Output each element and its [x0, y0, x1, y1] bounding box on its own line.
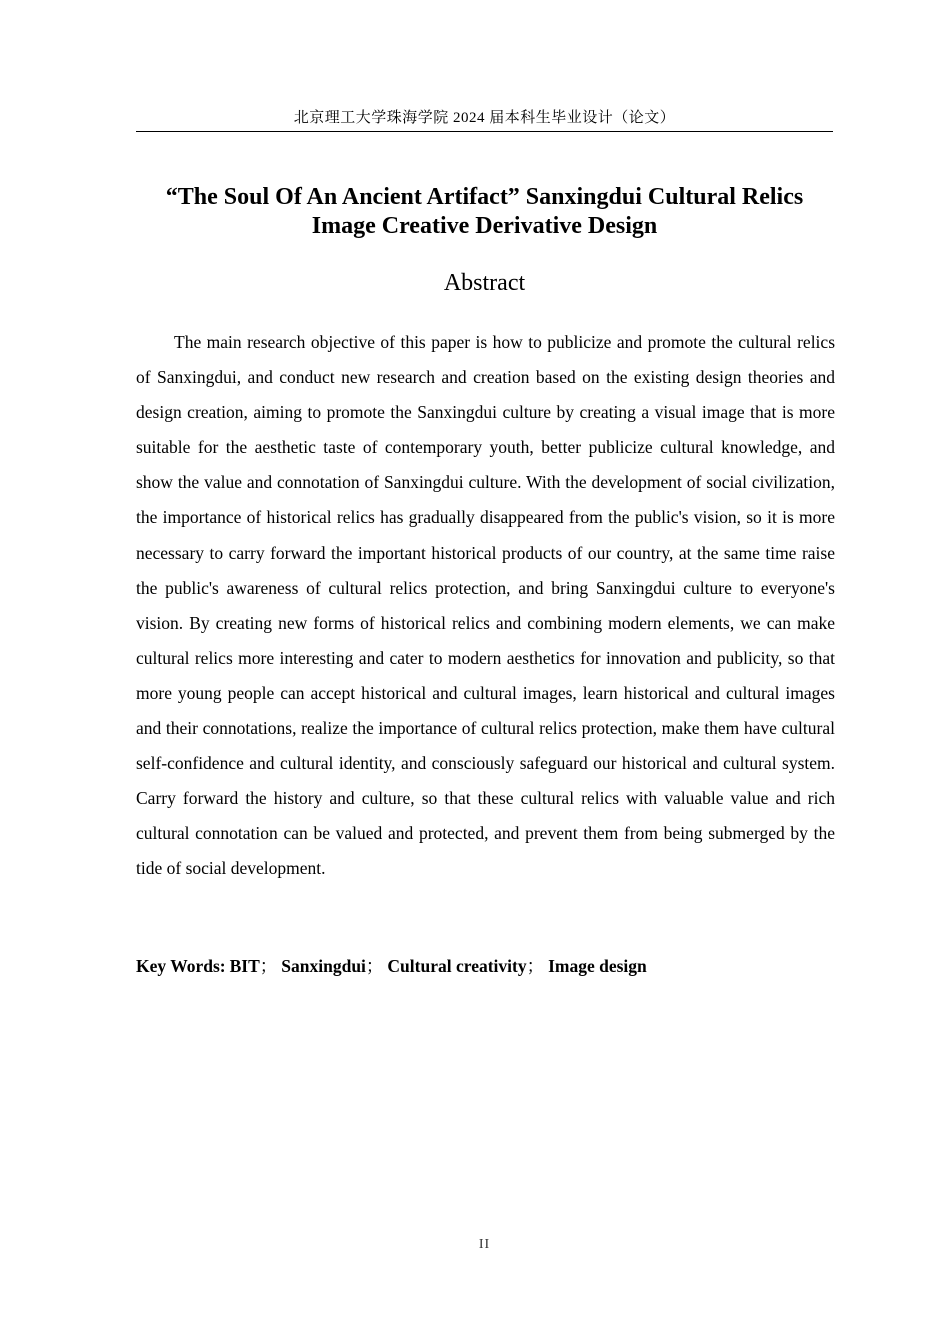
paper-title	[136, 183, 833, 241]
keywords-line	[136, 953, 835, 979]
keyword-item: Cultural creativity	[387, 956, 527, 976]
running-header: 北京理工大学珠海学院 2024 届本科生毕业设计（论文）	[293, 110, 676, 126]
keyword-separator: ；	[259, 956, 278, 976]
keywords-label: Key Words:	[136, 956, 226, 976]
abstract-body: The main research objective of this paper is how to publicize and promote the cultural relics of Sanxingdui, and conduct new research and creation based on the existing design theories and design creation, aiming to promote the Sanxingdui culture by creating a visual image that is more suitable for the aesthetic taste of contemporary youth, better publicize cultural knowledge, and show the value and connotation of Sanxingdui culture. With the development of social civilization, the importance of historical relics has gradually disappeared from the public's vision, so it is more necessary to carry forward the important historical products of our country, at the same time raise the public's awareness of cultural relics protection, and bring Sanxingdui culture to everyone's vision. By creating new forms of historical relics and combining modern elements, we can make cultural relics more interesting and cater to modern aesthetics for innovation and publicity, so that more young people can accept historical and cultural images, learn historical and cultural images and their connotations, realize the importance of cultural relics protection, make them have cultural self-confidence and cultural identity, and consciously safeguard our historical and cultural system. Carry forward the history and culture, so that these cultural relics with valuable value and rich cultural connotation can be valued and protected, and prevent them from being submerged by the tide of social development.	[136, 332, 835, 879]
keyword-separator: ；	[526, 956, 545, 976]
abstract-heading: Abstract	[443, 270, 526, 296]
paper-title-line-1: “The Soul Of An Ancient Artifact” Sanxingdui Cultural Relics	[165, 184, 804, 210]
keyword-item: Image design	[548, 956, 647, 976]
keyword-separator: ；	[365, 956, 384, 976]
keyword-item: Sanxingdui	[281, 956, 366, 976]
keyword-item: BIT	[229, 956, 260, 976]
paper-title-line-2: Image Creative Derivative Design	[311, 213, 658, 239]
page-number: II	[478, 1237, 491, 1252]
header-rule	[136, 131, 833, 132]
